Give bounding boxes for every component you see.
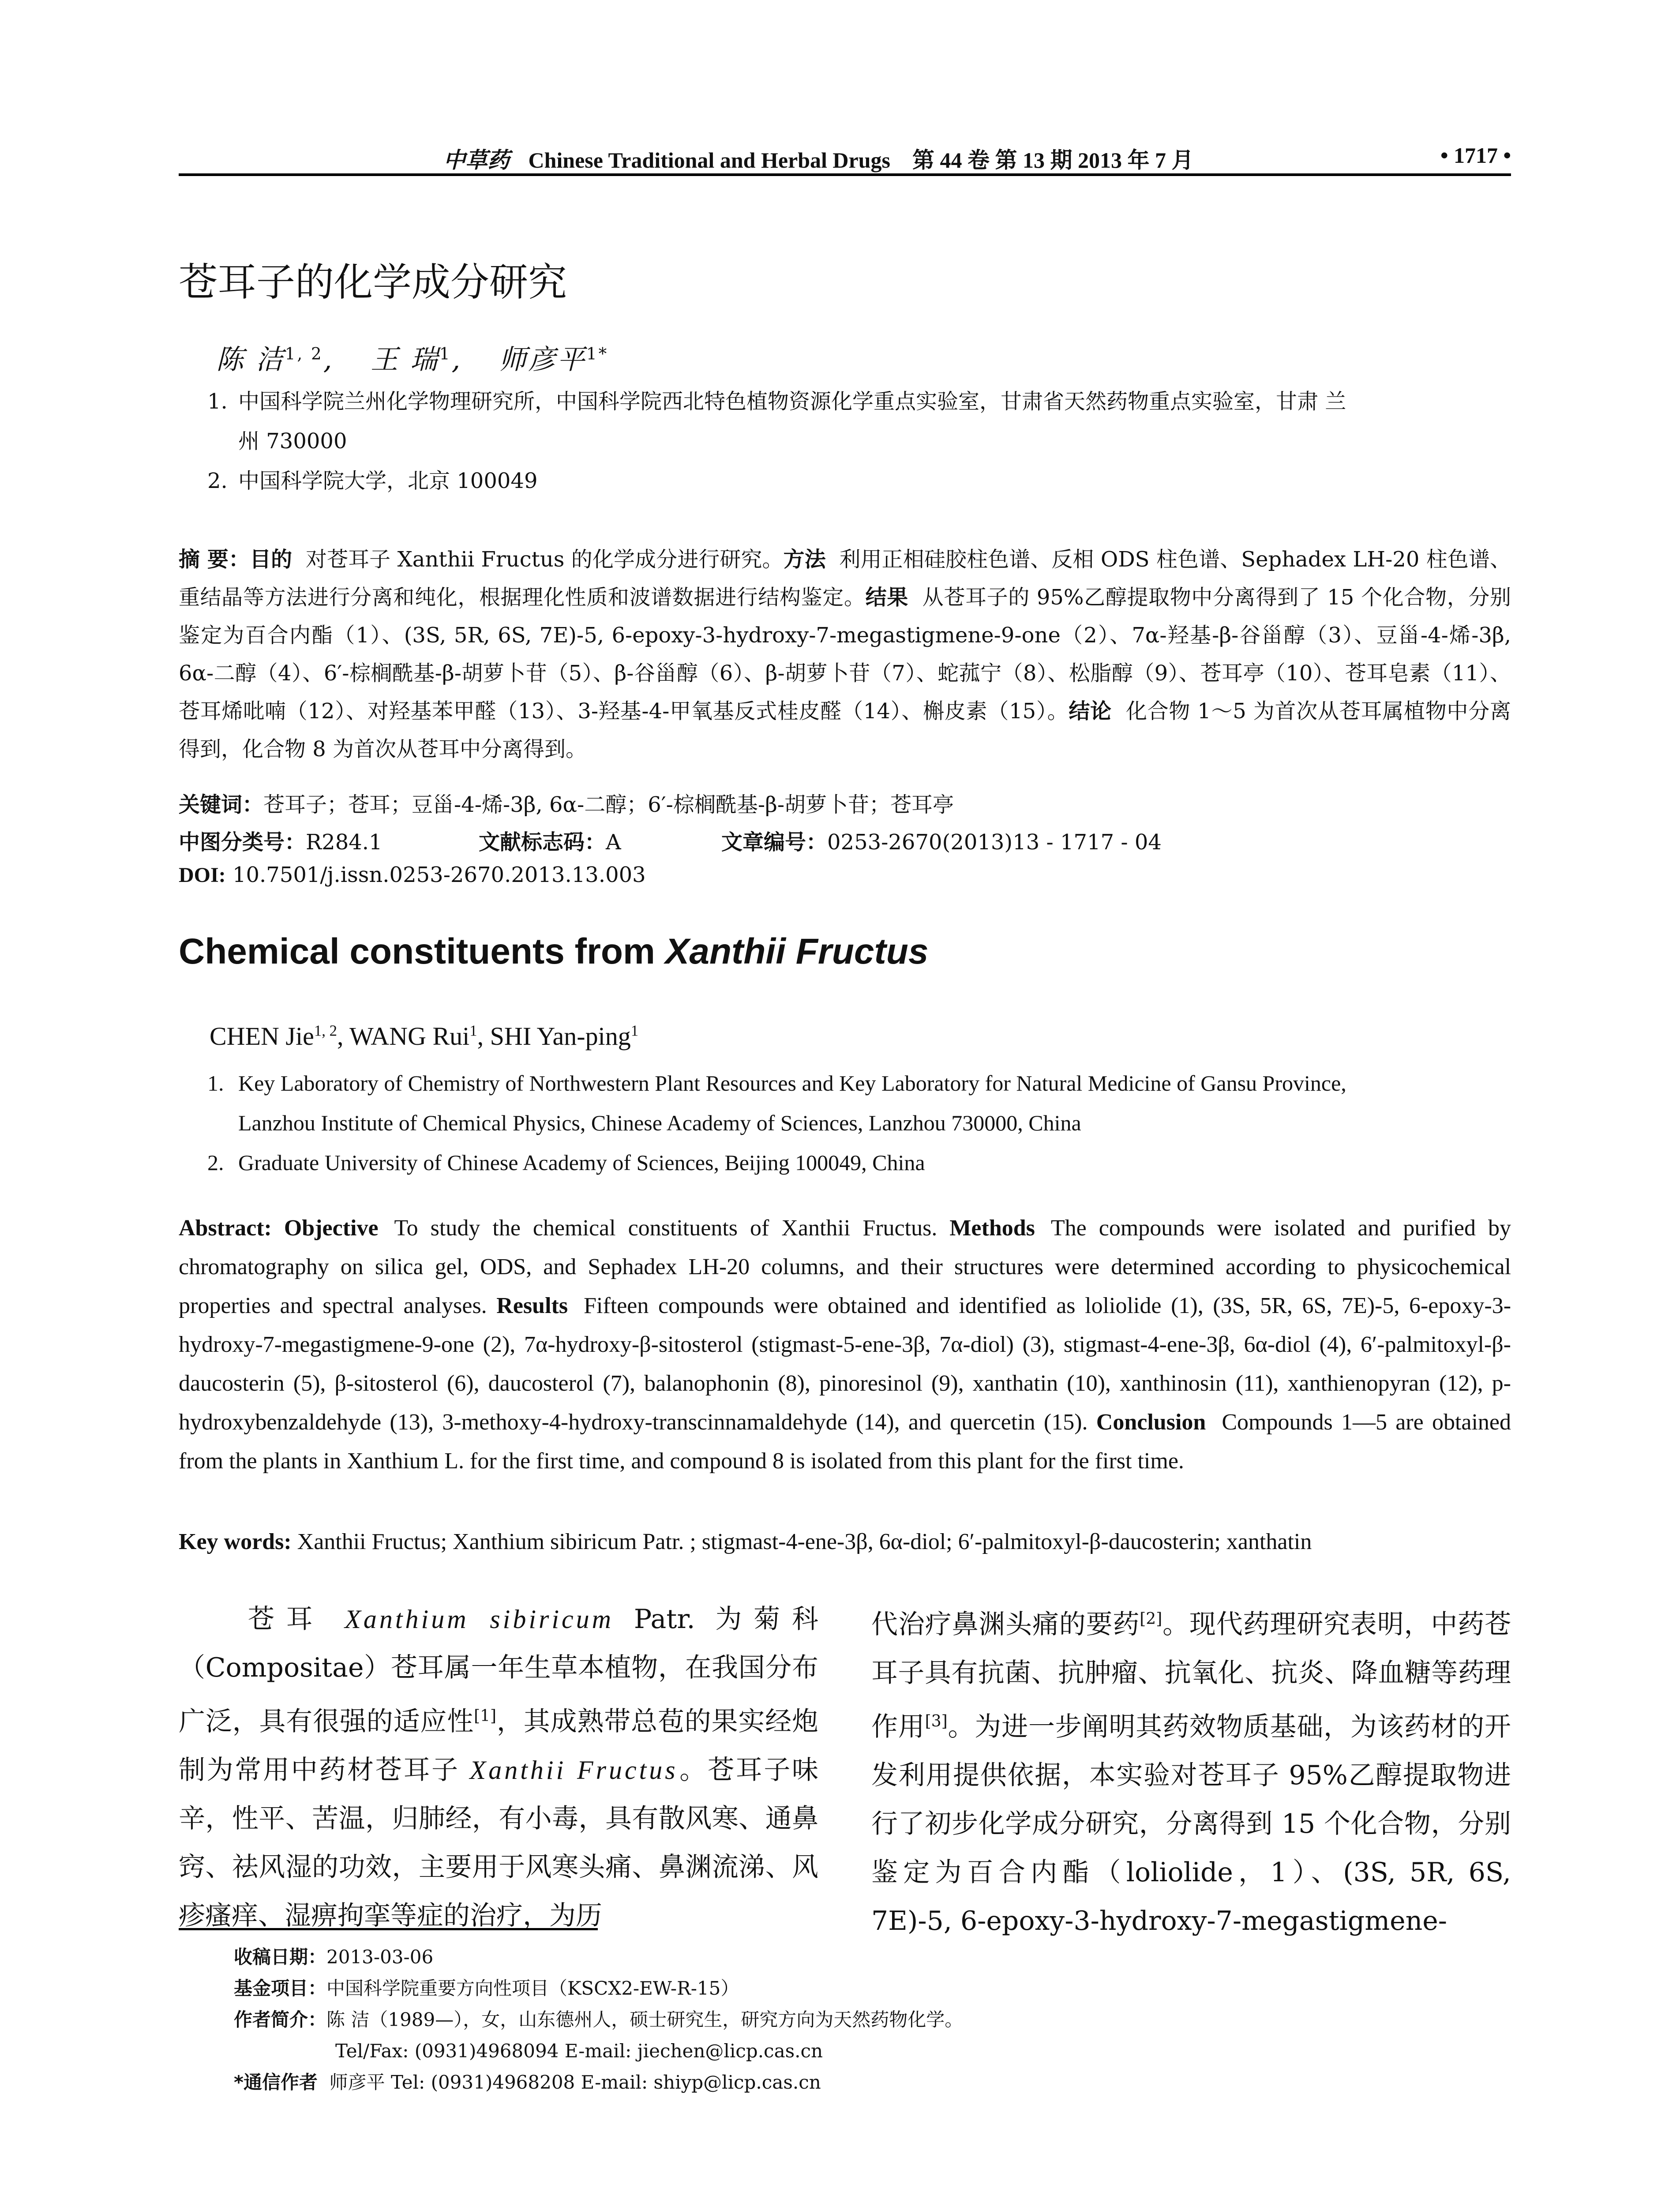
zh-author-sup: 1 (439, 344, 452, 364)
en-abstract-label: Abstract: (179, 1216, 272, 1241)
body-column-right: 代治疗鼻渊头痛的要药[2]。现代药理研究表明，中药苍耳子具有抗菌、抗肿瘤、抗氧化、抗炎、降血糖等药理作用[3]。为进一步阐明其药效物质基础，为该药材的开发利用提供依据，本实验对苍耳子 95%乙醇提取物进行了初步化学成分研究，分离得到 15 个化合物，分别鉴定为百合内酯（loliolide，1）、(3S, 5R, 6S, 7E)-5, 6-epoxy-3-hydroxy-7-megastigmene- (871, 1609, 1511, 1936)
footnote-bio: 作者简介：陈 洁（1989—），女，山东德州人，硕士研究生，研究方向为天然药物化学。 (234, 2009, 964, 2030)
en-results: Fifteen compounds were obtained and identified as loliolide (1), (3S, 5R, 6S, 7E)-5, 6-epoxy-3-hydroxy-7-megastigmene-9-one (2), 7α-hydroxy-β-sitosterol (stigmast-5-ene-3β, 7α-diol) (3), stigmast-4-ene-3β, 6α-diol (4), 6′-palmitoxyl-β-daucosterin (5), β-sitosterol (6), daucosterol (7), balanophonin (8), pinoresinol (9), xanthatin (10), xanthinosin (11), xanthienopyran (12), p-hydroxybenzaldehyde (13), 3-methoxy-4-hydroxy-transcinnamaldehyde (14), and quercetin (15). (179, 1293, 1511, 1435)
en-methods-label: Methods (949, 1216, 1035, 1241)
journal-name-en: Chinese Traditional and Herbal Drugs (528, 148, 890, 173)
zh-conclusion-label: 结论 (1069, 699, 1112, 724)
en-affiliations (207, 1063, 1513, 1182)
footnote-divider (179, 1928, 598, 1930)
doi-line: DOI: 10.7501/j.issn.0253-2670.2013.13.003 (179, 863, 646, 887)
zh-keywords: 关键词：苍耳子；苍耳；豆甾-4-烯-3β, 6α-二醇；6′-棕榈酰基-β-胡萝卜苷；苍耳亭 (179, 792, 954, 817)
zh-results: 从苍耳子的 95%乙醇提取物中分离得到了 15 个化合物，分别鉴定为百合内酯（1）、(3S, 5R, 6S, 7E)-5, 6-epoxy-3-hydroxy-7-megastigmene-9-one（2）、7α-羟基-β-谷甾醇（3）、豆甾-4-烯-3β, 6α-二醇（4）、6′-棕榈酰基-β-胡萝卜苷（5）、β-谷甾醇（6）、β-胡萝卜苷（7）、蛇菰宁（8）、松脂醇（9）、苍耳亭（10）、苍耳皂素（11）、苍耳烯吡喃（12）、对羟基苯甲醛（13）、3-羟基-4-甲氧基反式桂皮醛（14）、槲皮素（15）。 (179, 585, 1511, 724)
page-number: • 1717 • (1440, 143, 1511, 168)
en-objective-label: Objective (284, 1216, 379, 1241)
zh-abstract-label: 摘 要： (179, 547, 250, 572)
zh-author-sup: 1* (586, 344, 609, 364)
zh-affiliation: 1. 中国科学院兰州化学物理研究所，中国科学院西北特色植物资源化学重点实验室，甘肃省天然药物重点实验室，甘肃 兰 (207, 389, 1346, 414)
zh-conclusion: 化合物 1～5 为首次从苍耳属植物中分离得到，化合物 8 为首次从苍耳中分离得到。 (179, 699, 1511, 762)
citation-ref: [3] (925, 1712, 948, 1730)
zh-objective-label: 目的 (250, 547, 292, 572)
en-affiliation: 2. Graduate University of Chinese Academy of Sciences, Beijing 100049, China (207, 1150, 925, 1175)
footnote-bio-contact: Tel/Fax: (0931)4968094 E-mail: jiechen@licp.cas.cn (335, 2040, 823, 2062)
species-name: Xanthium sibiricum (345, 1605, 614, 1634)
zh-results-label: 结果 (865, 585, 908, 610)
zh-author-name: 王 瑞 (371, 343, 439, 375)
zh-authors: 陈 洁$^{1, 2}$, 王 瑞$^1$, 师彦平$^{1*}$ (216, 343, 609, 375)
footnote-correspondence: *通信作者 师彦平 Tel: (0931)4968208 E-mail: shiyp@licp.cas.cn (234, 2071, 821, 2093)
en-title: Chemical constituents from Xanthii Fructus (179, 931, 929, 972)
zh-affiliation: 2. 中国科学院大学，北京 100049 (207, 469, 538, 493)
zh-affiliations (207, 382, 1511, 501)
en-affiliation-cont: Lanzhou Institute of Chemical Physics, Chinese Academy of Sciences, Lanzhou 730000, China (238, 1111, 1081, 1135)
citation-ref: [2] (1140, 1610, 1162, 1628)
zh-classification: 中图分类号：R284.1 文献标志码：A 文章编号：0253-2670(2013)13 - 1717 - 04 (179, 830, 1162, 855)
en-conclusion-label: Conclusion (1096, 1410, 1206, 1435)
footnote-fund: 基金项目：中国科学院重要方向性项目（KSCX2-EW-R-15） (234, 1977, 739, 1999)
footnotes (234, 1941, 963, 2098)
citation-ref: [1] (474, 1707, 497, 1725)
en-authors: CHEN Jie$^{1, 2}$, WANG Rui$^1$, SHI Yan-ping$^1$ (210, 1022, 639, 1050)
en-objective: To study the chemical constituents of Xanthii Fructus. (394, 1216, 938, 1241)
zh-author-sup: 1, 2 (285, 344, 323, 364)
running-header (179, 139, 1511, 176)
zh-affiliation-cont: 州 730000 (238, 429, 347, 454)
en-keywords: Key words: Xanthii Fructus; Xanthium sibiricum Patr. ; stigmast-4-ene-3β, 6α-diol; 6′-palmitoxyl-β-daucosterin; xanthatin (179, 1529, 1312, 1554)
footnote-received: 收稿日期：2013-03-06 (234, 1946, 434, 1968)
zh-author-name: 陈 洁 (216, 343, 285, 375)
en-results-label: Results (496, 1293, 568, 1318)
zh-abstract (179, 540, 1511, 768)
journal-issue: 第 44 卷 第 13 期 2013 年 7 月 (912, 148, 1194, 173)
journal-info (443, 143, 1193, 174)
zh-methods-label: 方法 (783, 547, 826, 572)
zh-title: 苍耳子的化学成分研究 (179, 259, 567, 305)
zh-author-name: 师彦平 (499, 343, 586, 375)
en-affiliation: 1. Key Laboratory of Chemistry of Northwestern Plant Resources and Key Laboratory for Natural Medicine of Gansu Province, (207, 1071, 1346, 1095)
journal-name-cn: 中草药 (443, 147, 510, 173)
en-conclusion: Compounds 1—5 are obtained from the plants in Xanthium L. for the first time, and compound 8 is isolated from this plant for the first time. (179, 1410, 1511, 1474)
en-abstract (179, 1209, 1511, 1481)
zh-objective: 对苍耳子 Xanthii Fructus 的化学成分进行研究。 (305, 547, 784, 572)
en-methods: The compounds were isolated and purified by chromatography on silica gel, ODS, and Sephadex LH-20 columns, and their structures were determined according to physicochemical properties and spectral analyses. (179, 1216, 1511, 1318)
drug-name: Xanthii Fructus (469, 1756, 678, 1785)
zh-methods: 利用正相硅胶柱色谱、反相 ODS 柱色谱、Sephadex LH-20 柱色谱、重结晶等方法进行分离和纯化，根据理化性质和波谱数据进行结构鉴定。 (179, 547, 1511, 610)
doi-value: 10.7501/j.issn.0253-2670.2013.13.003 (232, 863, 646, 887)
body-column-left: 苍耳 Xanthium sibiricum Patr. 为菊科（Compositae）苍耳属一年生草本植物，在我国分布广泛，具有很强的适应性[1]，其成熟带总苞的果实经炮制为常用中药材苍耳子 Xanthii Fructus。苍耳子味辛，性平、苦温，归肺经，有小毒，具有散风寒、通鼻窍、祛风湿的功效，主要用于风寒头痛、鼻渊流涕、风疹瘙痒、湿痹拘挛等症的治疗，为历 (179, 1604, 819, 1931)
